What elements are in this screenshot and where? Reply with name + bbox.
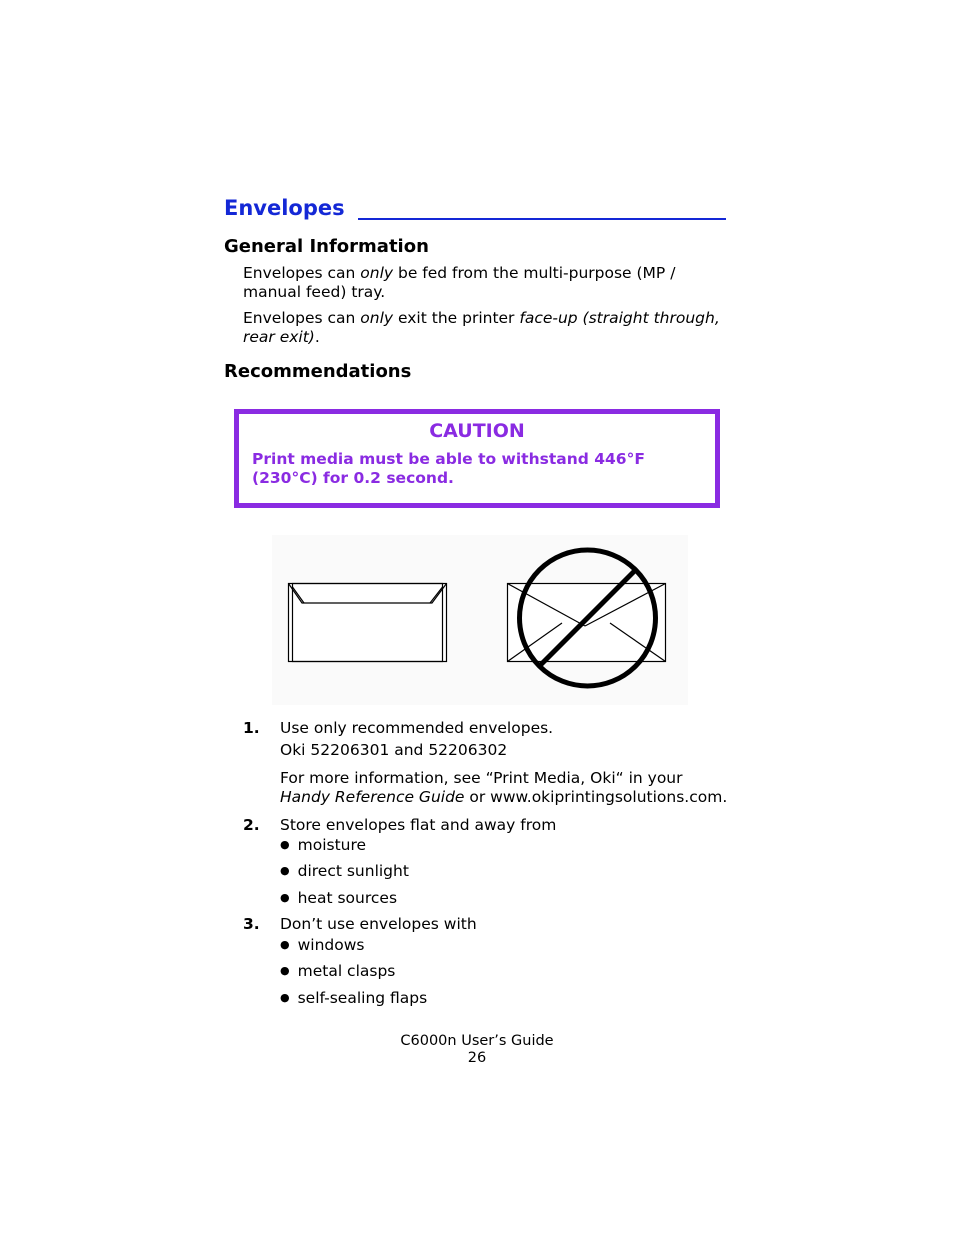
handy-reference-guide: Handy Reference Guide xyxy=(280,788,465,806)
step-1-text: Use only recommended envelopes. xyxy=(280,719,554,737)
step-1-more-info-line-2 xyxy=(280,788,727,806)
step-3-text: Don’t use envelopes with xyxy=(280,915,477,933)
p2-text-c: . xyxy=(314,328,320,346)
envelope-figure-svg xyxy=(272,535,688,705)
caution-text xyxy=(252,450,692,488)
section-title: Envelopes xyxy=(224,196,345,220)
p2-emphasis-2: face-up (straight through, rear exit) xyxy=(243,309,720,346)
list-item: ● moisture xyxy=(280,836,366,854)
step-2-number: 2. xyxy=(243,816,260,834)
step-1-more-info-tail: or www.okiprintingsolutions.com. xyxy=(464,788,728,806)
step-1-more-info-line-1: For more information, see “Print Media, Oki“ in your xyxy=(280,769,683,787)
p1-text-b: be fed from the multi-purpose (MP / manual feed) tray. xyxy=(243,264,676,301)
step-1-number: 1. xyxy=(243,719,260,737)
p1-text-a: Envelopes can xyxy=(243,264,361,282)
page-number: 26 xyxy=(467,1050,487,1066)
recommendations-heading: Recommendations xyxy=(224,361,412,382)
footer-guide-title: C6000n User’s Guide xyxy=(400,1033,554,1049)
step-1-subtext: Oki 52206301 and 52206302 xyxy=(280,741,508,759)
list-item: ● direct sunlight xyxy=(280,862,409,880)
list-item: ● self-sealing flaps xyxy=(280,989,427,1007)
general-paragraph-2 xyxy=(243,309,727,347)
p2-emphasis: only xyxy=(360,309,394,327)
step-2-text: Store envelopes flat and away from xyxy=(280,816,557,834)
list-item: ● heat sources xyxy=(280,889,397,907)
title-underline xyxy=(358,218,726,220)
list-item: ● metal clasps xyxy=(280,962,395,980)
general-heading: General Information xyxy=(224,236,429,257)
p2-text-a: Envelopes can xyxy=(243,309,361,327)
envelope-prohibited-icon xyxy=(508,550,666,686)
caution-line-1: Print media must be able to withstand 446°F xyxy=(252,450,645,468)
p2-text-b: exit the printer xyxy=(393,309,520,327)
envelope-icon xyxy=(289,584,447,662)
caution-title: CAUTION xyxy=(429,420,525,442)
list-item: ● windows xyxy=(280,936,365,954)
step-3-number: 3. xyxy=(243,915,260,933)
caution-line-2: (230°C) for 0.2 second. xyxy=(252,469,454,487)
general-paragraph-1 xyxy=(243,264,733,302)
envelope-figure xyxy=(272,535,688,705)
p1-emphasis: only xyxy=(360,264,394,282)
